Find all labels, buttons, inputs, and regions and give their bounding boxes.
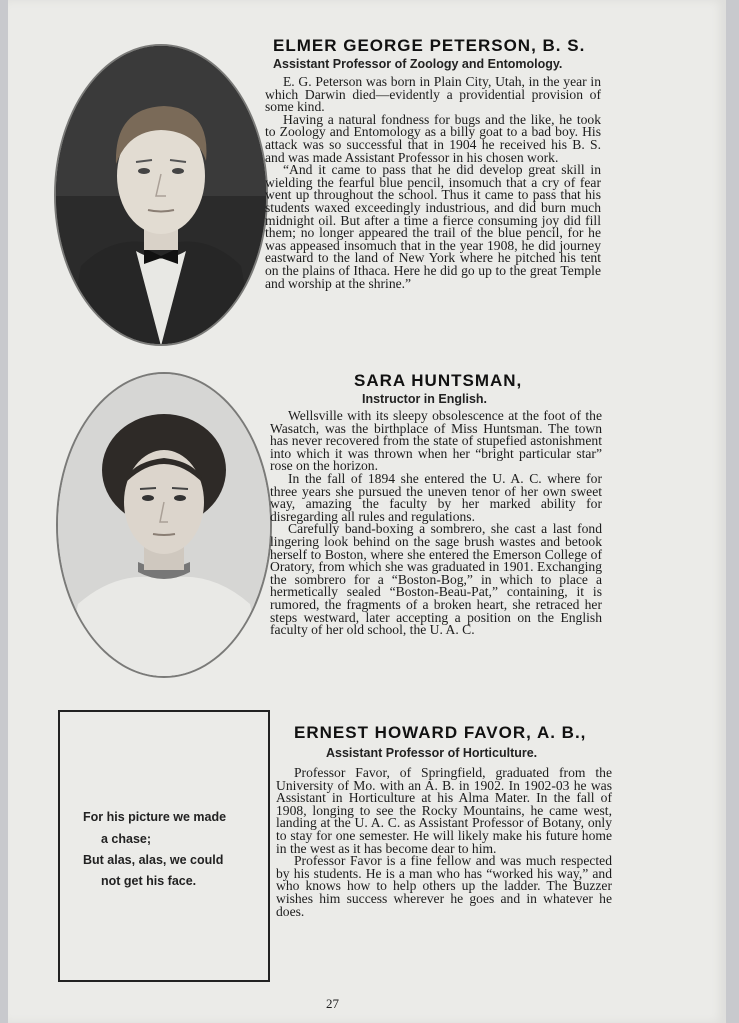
name-peterson: ELMER GEORGE PETERSON, B. S.	[273, 36, 586, 55]
bio-huntsman	[270, 410, 602, 637]
missing-picture-line: For his picture we made	[83, 810, 227, 824]
page-number: 27	[326, 996, 339, 1011]
portrait-huntsman	[56, 372, 272, 678]
missing-picture-line: not get his face.	[101, 874, 197, 888]
bio-paragraph: E. G. Peterson was born in Plain City, Utah, in the year in which Darwin died—evidently a providential provision of some kind.	[265, 74, 601, 115]
title-peterson: Assistant Professor of Zoology and Entomology.	[273, 57, 563, 71]
title-favor: Assistant Professor of Horticulture.	[326, 746, 538, 760]
bio-paragraph: Having a natural fondness for bugs and the like, he took to Zoology and Entomology as a billy goat to a bad boy. His attack was so successful that in 1904 he received his B. S. and was made Assistant Professor in his chosen work.	[265, 111, 601, 165]
missing-picture-line: a chase;	[101, 832, 152, 846]
bio-paragraph: In the fall of 1894 she entered the U. A. C. where for three years she pursued the uneven tenor of her own sweet way, amazing the faculty by her marked ability for disregarding all rules and regulations.	[270, 470, 602, 524]
bio-paragraph: Wellsville with its sleepy obsolescence at the foot of the Wasatch, was the birthplace of Miss Huntsman. The town has never recovered from the state of stupefied astonishment into which it was thrown when her “bright particular star” rose on the horizon.	[270, 408, 602, 474]
bio-paragraph: Professor Favor is a fine fellow and was much respected by his students. He is a man who has “worked his way,” and who knows how to help others up the ladder. The Buzzer wishes him success wherever he goes and in whatever he does.	[276, 853, 612, 919]
portrait-peterson	[54, 44, 268, 346]
bio-paragraph: “And it came to pass that he did develop great skill in wielding the fearful blue pencil, insomuch that a cry of fear went up throughout the school. Thus it came to pass that his students waxed exceedingly industrious, and did burn much midnight oil. But after a time a fierce consuming joy did fill them; no longer appeared the trail of the blue pencil, for he was appeased insomuch that in the year 1908, he did journey eastward to the land of New York where he pitched his tent on the plains of Ithaca. Here he did go up to the great Temple and worship at the shrine.”	[265, 162, 601, 291]
title-huntsman: Instructor in English.	[362, 392, 488, 406]
bio-paragraph: Carefully band-boxing a sombrero, she cast a last fond lingering look behind on the sage brush wastes and betook herself to Boston, where she entered the Emerson College of Oratory, from which she was graduated in 1901. Exchanging the sombrero for a “Boston-Bog,” in which to place a hermetically sealed “Boston-Beau-Pat,” containing, it is rumored, the fragments of a broken heart, she retraced her steps westward, later accepting a position on the English faculty of her old school, the U. A. C.	[270, 521, 602, 638]
yearbook-page	[8, 0, 726, 1023]
bio-favor	[276, 767, 612, 918]
missing-picture-line: But alas, alas, we could	[83, 853, 224, 867]
missing-picture-box	[58, 710, 270, 982]
bio-peterson	[265, 76, 601, 290]
bio-paragraph: Professor Favor, of Springfield, graduated from the University of Mo. with an A. B. in 1902. In 1902-03 he was Assistant in Horticulture at his Alma Mater. In the fall of 1908, longing to see the Rocky Mountains, he came west, landing at the U. A. C. as Assistant Professor of Botany, only to stay for one semester. He will likely make his future home in the west as it has become dear to him.	[276, 765, 612, 856]
name-huntsman: SARA HUNTSMAN,	[354, 371, 523, 390]
name-favor: ERNEST HOWARD FAVOR, A. B.,	[294, 723, 587, 742]
